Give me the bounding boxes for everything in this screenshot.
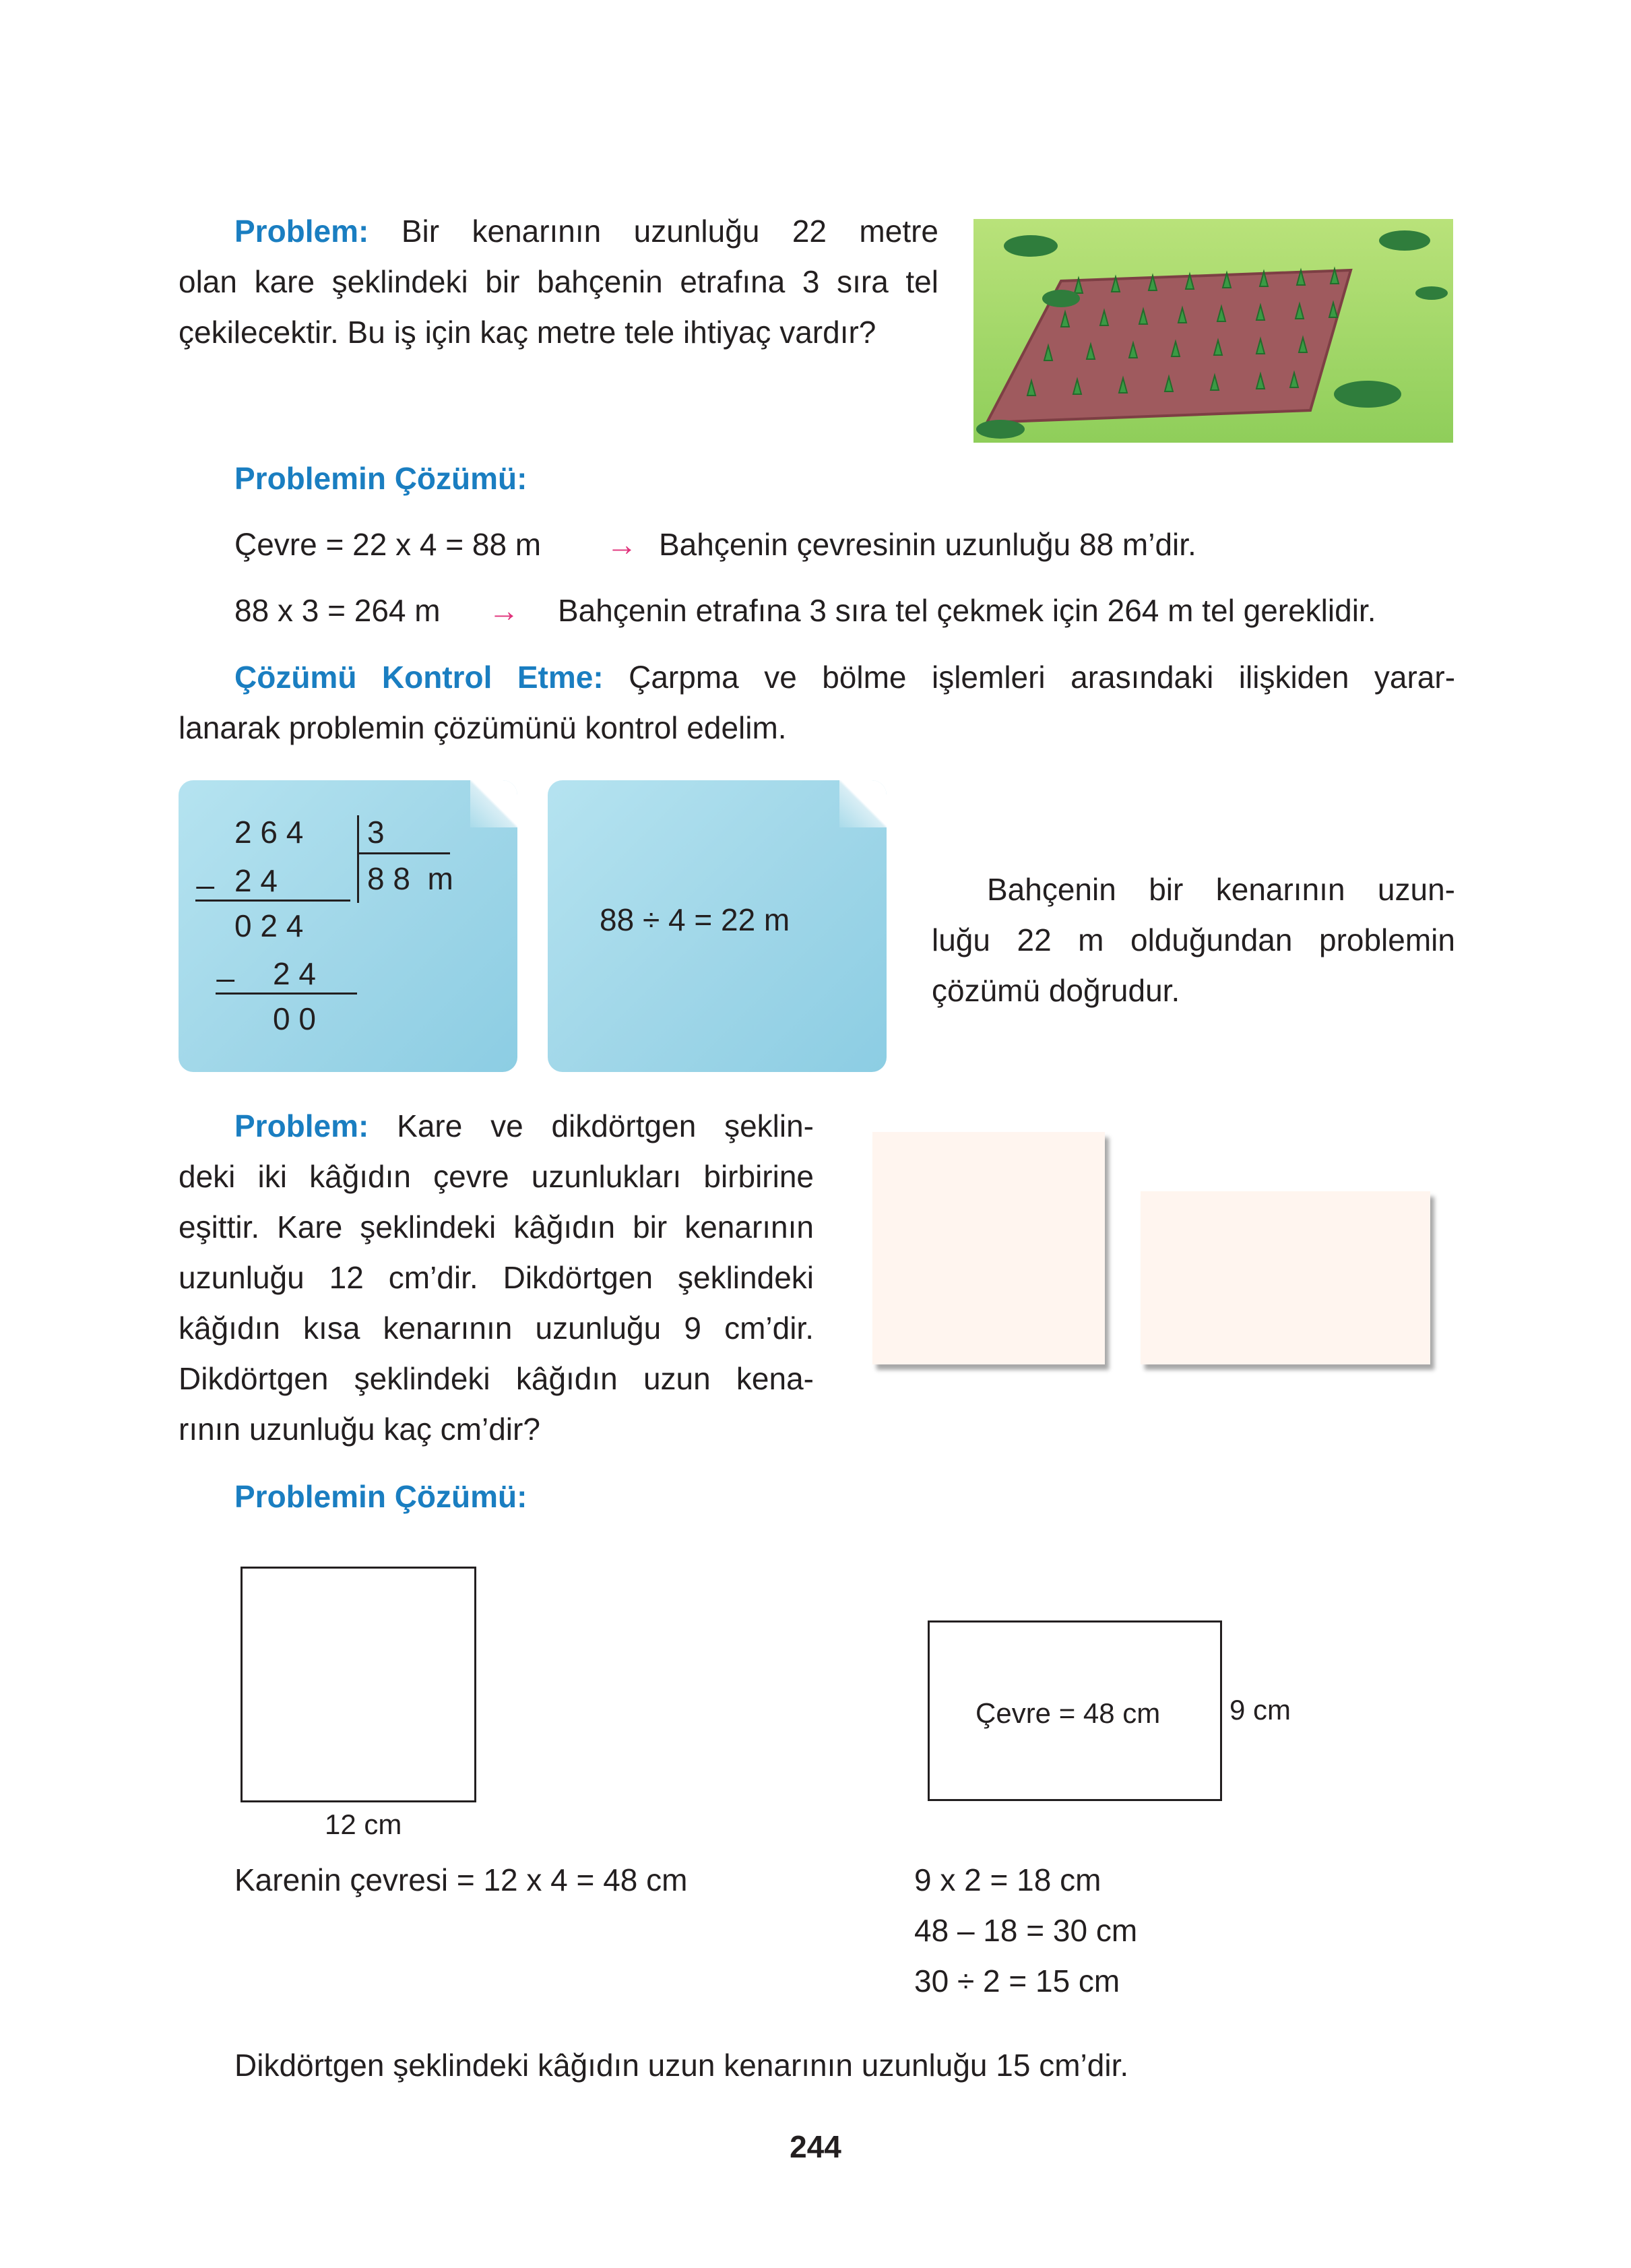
solution2-heading: Problemin Çözümü: [234,1479,527,1514]
rectangle-perimeter-label: Çevre = 48 cm [976,1697,1161,1729]
long-division-card [179,780,517,1072]
division-bar-horizontal [359,852,450,854]
division-minus-2: _ [217,947,234,982]
arrow-icon: → [488,593,519,628]
problem2-line6: Dikdörtgen şeklindeki kâğıdın uzun kena- [179,1361,814,1396]
square-paper [872,1132,1105,1364]
division-bar-vertical [357,815,359,903]
page-number: 244 [790,2129,841,2164]
problem2-text-1: Kare ve dikdörtgen şeklin- [397,1108,814,1143]
division-line-1 [195,900,350,902]
garden-illustration [973,219,1453,443]
problem1-line3: çekilecektir. Bu iş için kaç metre tele ihtiyaç vardır? [179,315,876,350]
problem1-text-1: Bir kenarının uzunluğu 22 metre [401,214,939,249]
solution1-step1-text: Bahçenin çevresinin uzunluğu 88 m’dir. [659,527,1196,562]
division-sub-1: 2 4 [234,863,278,898]
calc-step-1: 9 x 2 = 18 cm [914,1862,1101,1897]
conclusion-line2: luğu 22 m olduğundan problemin [932,922,1455,957]
square-perimeter: Karenin çevresi = 12 x 4 = 48 cm [234,1862,688,1897]
division-remainder-1: 0 2 4 [234,908,304,943]
check-equation: 88 ÷ 4 = 22 m [600,902,790,937]
division-minus-1: _ [197,854,214,889]
check-line1 [234,652,1455,703]
page-curl-icon [470,780,517,827]
check-label: Çözümü Kontrol Etme: [234,660,604,695]
arrow-icon: → [606,527,637,562]
problem1-line1 [234,206,938,257]
conclusion-line3: çözümü doğrudur. [932,973,1180,1008]
problem2-label: Problem: [234,1108,369,1143]
problem1-label: Problem: [234,214,369,249]
solution1-step2-text: Bahçenin etrafına 3 sıra tel çekmek için 264 m tel gereklidir. [558,593,1376,628]
division-divisor: 3 [367,815,385,850]
check-line2: lanarak problemin çözümünü kontrol edelim. [179,710,787,745]
division-quotient: 8 8 m [367,861,453,896]
final-answer: Dikdörtgen şeklindeki kâğıdın uzun kenarının uzunluğu 15 cm’dir. [234,2048,1129,2083]
problem2-line7: rının uzunluğu kaç cm’dir? [179,1412,540,1447]
solution1-step2-eq: 88 x 3 = 264 m [234,593,441,628]
division-sub-2: 2 4 [273,956,316,991]
conclusion-line1: Bahçenin bir kenarının uzun- [987,872,1455,907]
problem2-line3: eşittir. Kare şeklindeki kâğıdın bir kenarının [179,1209,814,1245]
problem2-line4: uzunluğu 12 cm’dir. Dikdörtgen şeklindeki [179,1260,814,1295]
solution1-heading: Problemin Çözümü: [234,461,527,496]
rectangle-paper [1141,1191,1430,1364]
rectangle-side-label: 9 cm [1229,1694,1291,1726]
problem2-line1 [234,1100,814,1152]
square-diagram [241,1567,476,1802]
problem1-line2: olan kare şeklindeki bir bahçenin etrafına 3 sıra tel [179,264,938,299]
problem2-line5: kâğıdın kısa kenarının uzunluğu 9 cm’dir. [179,1311,814,1346]
problem2-line2: deki iki kâğıdın çevre uzunlukları birbirine [179,1159,814,1194]
division-remainder-2: 0 0 [273,1001,316,1036]
calc-step-2: 48 – 18 = 30 cm [914,1913,1138,1948]
check-text-1: Çarpma ve bölme işlemleri arasındaki ilişkiden yarar- [629,660,1456,695]
solution1-step1-eq: Çevre = 22 x 4 = 88 m [234,527,542,562]
division-dividend: 2 6 4 [234,815,304,850]
square-side-label: 12 cm [325,1808,402,1840]
division-line-2 [216,993,357,995]
page-curl-icon [839,780,887,827]
calc-step-3: 30 ÷ 2 = 15 cm [914,1963,1120,1998]
